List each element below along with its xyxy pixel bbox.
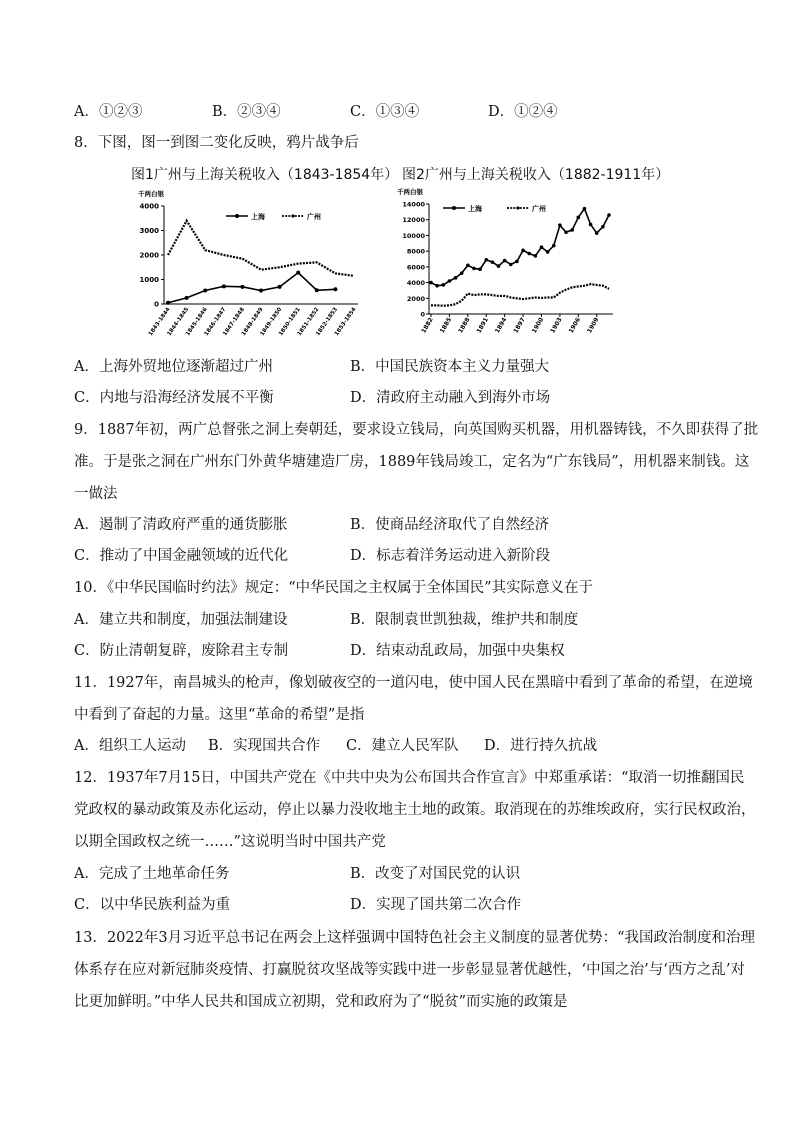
q12-option-a: A．完成了土地革命任务	[74, 866, 230, 882]
x-tick-label: 1885	[438, 316, 454, 335]
series-shanghai-point	[429, 281, 433, 285]
series-shanghai-point	[185, 296, 189, 300]
y-tick-label: 8000	[406, 247, 425, 256]
legend-guangzhou-marker	[291, 214, 294, 217]
x-tick-label: 1853-1854	[333, 306, 358, 338]
series-shanghai-point	[472, 267, 476, 271]
series-shanghai-point	[577, 216, 581, 220]
q7-option-c: C．①③④	[350, 104, 420, 120]
series-shanghai-point	[601, 225, 605, 229]
y-axis-label: 千两白银	[138, 190, 164, 198]
q13-stem-line-1: 13．2022年3月习近平总书记在两会上这样强调中国特色社会主义制度的显著优势：“我国政治制度和治理	[74, 930, 755, 946]
q8-option-b: B．中国民族资本主义力量强大	[350, 359, 550, 375]
legend-guangzhou-label: 广州	[307, 213, 321, 221]
q9-option-a: A．遏制了清政府严重的通货膨胀	[74, 517, 288, 533]
series-shanghai-point	[333, 287, 337, 291]
legend-shanghai-label: 上海	[251, 213, 265, 221]
y-tick-label: 14000	[402, 200, 425, 209]
figure-1-chart	[130, 186, 370, 346]
y-tick-label: 4000	[139, 202, 159, 211]
series-shanghai-point	[441, 283, 445, 287]
q11-stem-line-1: 11．1927年，南昌城头的枪声，像划破夜空的一道闪电，使中国人民在黑暗中看到了革命的希望，在逆境	[74, 675, 753, 691]
series-shanghai-point	[607, 213, 611, 217]
series-shanghai-point	[240, 285, 244, 289]
x-tick-label: 1897	[512, 316, 527, 335]
y-tick-label: 0	[154, 300, 159, 309]
q12-stem-line-2: 党政权的暴动政策及赤化运动，停止以暴力没收地主土地的政策。取消现在的苏维埃政府，实行民权政治，	[74, 802, 756, 818]
series-shanghai-point	[570, 228, 574, 232]
x-tick-label: 1847-1848	[222, 306, 247, 338]
series-shanghai-point	[589, 223, 593, 227]
q9-stem-line-3: 一做法	[74, 486, 118, 502]
x-tick-label: 1845-1846	[185, 306, 209, 338]
q12-stem-line-1: 12．1937年7月15日，中国共产党在《中共中央为公布国共合作宣言》中郑重承诺：“取消一切推翻国民	[74, 770, 745, 786]
legend-shanghai-label: 上海	[468, 205, 482, 213]
series-shanghai-point	[515, 260, 519, 264]
series-shanghai-point	[497, 264, 501, 268]
series-shanghai-point	[315, 288, 319, 292]
q10-option-b: B．限制袁世凯独裁，维护共和制度	[350, 612, 579, 628]
series-shanghai-point	[595, 231, 599, 235]
series-shanghai-point	[259, 289, 263, 293]
q10-stem: 10．《中华民国临时约法》规定：“中华民国之主权属于全体国民”其实际意义在于	[74, 580, 594, 596]
y-axis-label: 千两白银	[397, 188, 423, 196]
q10-option-d: D．结束动乱政局，加强中央集权	[350, 643, 565, 659]
series-shanghai-point	[222, 284, 226, 288]
y-tick-label: 2000	[406, 294, 425, 303]
series-shanghai-point	[540, 245, 544, 249]
y-tick-label: 12000	[402, 216, 425, 225]
x-tick-label: 1851-1852	[296, 306, 321, 338]
q11-option-d: D．进行持久抗战	[484, 738, 598, 754]
q9-stem-line-2: 准。于是张之洞在广州东门外黄华塘建造厂房，1889年钱局竣工，定名为“广东钱局”，用机器来制钱。这	[74, 454, 750, 470]
x-tick-label: 1848-1849	[240, 306, 265, 338]
q12-option-b: B．改变了对国民党的认识	[350, 866, 521, 882]
q12-option-d: D．实现了国共第二次合作	[350, 897, 522, 913]
x-tick-label: 1849-1850	[259, 306, 284, 338]
series-shanghai-line	[168, 273, 335, 303]
x-tick-label: 1903	[549, 316, 564, 335]
x-tick-label: 1909	[586, 316, 601, 335]
legend-shanghai-marker	[235, 214, 239, 218]
series-shanghai-point	[435, 284, 439, 288]
q9-stem-line-1: 9．1887年初，两广总督张之洞上奏朝廷，要求设立钱局，向英国购买机器，用机器铸钱，不久即获得了批	[74, 422, 759, 438]
x-tick-label: 1850-1851	[278, 306, 302, 338]
q12-stem-line-3: 以期全国政权之统一……”这说明当时中国共产党	[74, 834, 386, 850]
y-tick-label: 6000	[406, 263, 425, 272]
series-shanghai-point	[509, 263, 513, 267]
x-tick-label: 1844-1845	[166, 306, 191, 338]
series-shanghai-point	[564, 230, 568, 234]
q11-option-c: C．建立人民军队	[346, 738, 459, 754]
q10-option-a: A．建立共和制度，加强法制建设	[74, 612, 288, 628]
series-shanghai-point	[166, 301, 170, 305]
q7-option-a: A．①②③	[74, 104, 143, 120]
series-shanghai-point	[460, 271, 464, 275]
series-shanghai-point	[296, 271, 300, 275]
q11-option-a: A．组织工人运动	[74, 738, 186, 754]
series-shanghai-point	[203, 289, 207, 293]
q9-option-d: D．标志着洋务运动进入新阶段	[350, 548, 551, 564]
x-tick-label: 1852-1853	[315, 306, 340, 338]
series-shanghai-point	[466, 263, 470, 267]
series-shanghai-point	[503, 259, 507, 263]
series-shanghai-point	[448, 279, 452, 283]
y-tick-label: 1000	[139, 276, 159, 284]
legend-shanghai-marker	[452, 206, 456, 210]
series-shanghai-point	[454, 276, 458, 280]
y-tick-label: 10000	[402, 231, 425, 240]
q12-option-c: C．以中华民族利益为重	[74, 897, 231, 913]
x-tick-label: 1894	[493, 316, 509, 335]
q13-stem-line-2: 体系存在应对新冠肺炎疫情、打赢脱贫攻坚战等实践中进一步彰显显著优越性，‘中国之治’与‘西方之乱’对	[74, 962, 745, 978]
q8-option-a: A．上海外贸地位逐渐超过广州	[74, 359, 273, 375]
series-shanghai-point	[484, 258, 488, 262]
figure-1-title: 图1广州与上海关税收入（1843-1854年）	[131, 167, 399, 183]
q11-stem-line-2: 中看到了奋起的力量。这里“革命的希望”是指	[74, 707, 365, 723]
series-shanghai-point	[527, 252, 531, 256]
q11-option-b: B．实现国共合作	[208, 738, 321, 754]
legend-guangzhou-marker	[516, 206, 519, 209]
q9-option-b: B．使商品经济取代了自然经济	[350, 517, 550, 533]
q9-option-c: C．推动了中国金融领域的近代化	[74, 548, 289, 564]
q7-option-b: B．②③④	[212, 104, 281, 120]
q13-stem-line-3: 比更加鲜明。”中华人民共和国成立初期，党和政府为了“脱贫”而实施的政策是	[74, 994, 568, 1010]
q8-option-c: C．内地与沿海经济发展不平衡	[74, 390, 274, 406]
x-tick-label: 1882	[420, 316, 435, 335]
y-tick-label: 2000	[139, 251, 159, 260]
x-tick-label: 1900	[530, 316, 546, 335]
q7-option-d: D．①②④	[488, 104, 558, 120]
y-tick-label: 3000	[139, 227, 159, 235]
figure-2-chart	[395, 186, 620, 346]
x-tick-label: 1843-1844	[147, 306, 172, 338]
series-shanghai-point	[278, 285, 282, 289]
series-shanghai-point	[478, 267, 482, 271]
q10-option-c: C．防止清朝复辟，废除君主专制	[74, 643, 289, 659]
q8-stem: 8．下图，图一到图二变化反映，鸦片战争后	[74, 135, 359, 151]
legend-guangzhou-label: 广州	[532, 205, 546, 213]
series-shanghai-point	[491, 260, 495, 264]
series-shanghai-point	[558, 223, 562, 227]
x-tick-label: 1906	[567, 316, 583, 335]
series-shanghai-point	[521, 249, 525, 253]
x-tick-label: 1888	[457, 316, 472, 335]
series-guangzhou-line	[431, 284, 609, 306]
series-shanghai-point	[546, 250, 550, 254]
series-shanghai-point	[583, 207, 587, 211]
q8-option-d: D．清政府主动融入到海外市场	[350, 390, 551, 406]
x-tick-label: 1846-1847	[203, 306, 228, 338]
series-shanghai-point	[534, 254, 538, 258]
x-tick-label: 1891	[475, 316, 490, 335]
figure-2-title: 图2广州与上海关税收入（1882-1911年）	[402, 167, 670, 183]
y-tick-label: 4000	[406, 279, 425, 288]
series-shanghai-point	[552, 244, 556, 248]
series-guangzhou-line	[168, 221, 354, 276]
y-tick-label: 0	[420, 310, 425, 319]
series-shanghai-line	[431, 209, 609, 286]
